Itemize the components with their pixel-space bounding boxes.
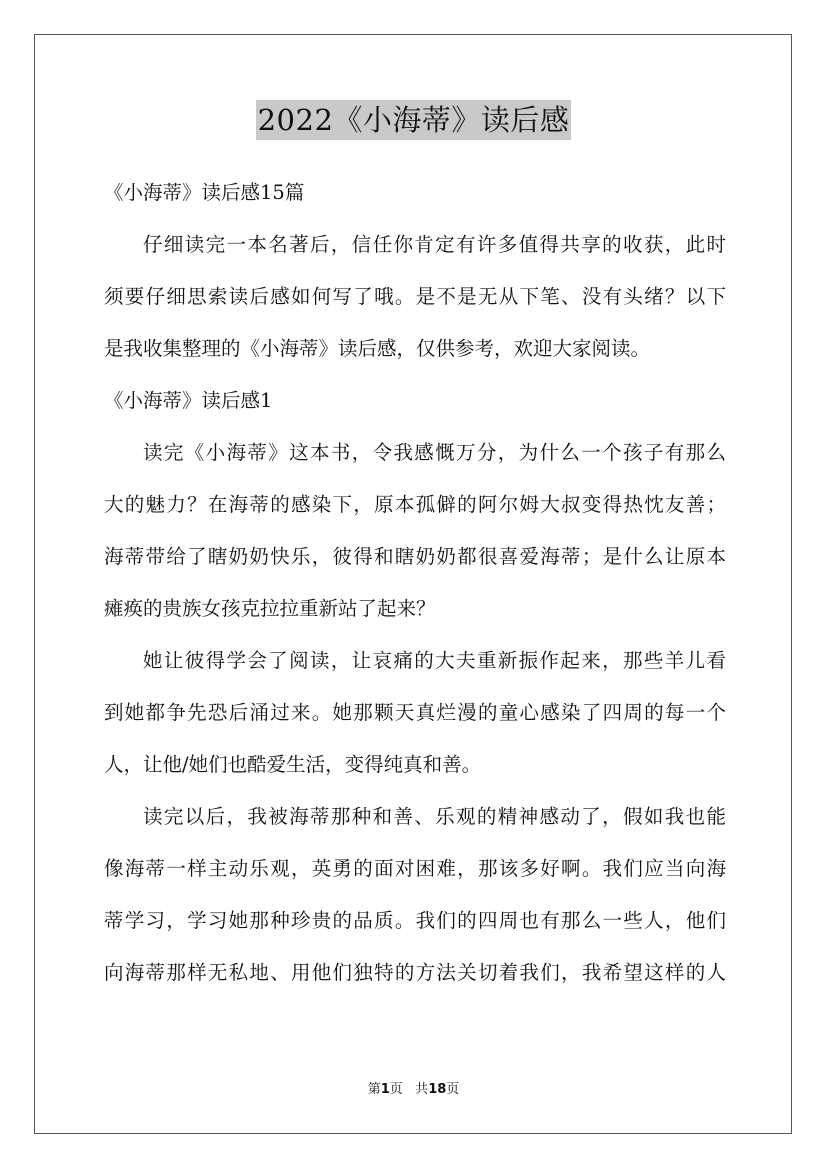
document-title: 2022《小海蒂》读后感 <box>256 100 572 140</box>
intro-paragraph <box>104 226 726 368</box>
document-body <box>104 174 726 992</box>
total-prefix: 共 <box>415 1082 429 1097</box>
text-line: 蒂学习，学习她那种珍贵的品质。我们的四周也有那么一些人，他们 <box>104 909 726 932</box>
current-page-number: 1 <box>380 1082 390 1097</box>
text-line: 她让彼得学会了阅读，让哀痛的大夫重新振作起来，那些羊儿看 <box>143 649 726 672</box>
text-line: 须要仔细思索读后感如何写了哦。是不是无从下笔、没有头绪？以下 <box>104 285 726 308</box>
text-line: 向海蒂那样无私地、用他们独特的方法关切着我们，我希望这样的人 <box>104 961 726 984</box>
text-line: 人，让他/她们也酷爱生活，变得纯真和善。 <box>104 753 482 776</box>
total-pages-number: 18 <box>428 1082 447 1097</box>
text-line: 读完以后，我被海蒂那种和善、乐观的精神感动了，假如我也能 <box>143 805 726 828</box>
page-suffix: 页 <box>389 1082 403 1097</box>
text-line: 海蒂带给了瞎奶奶快乐，彼得和瞎奶奶都很喜爱海蒂；是什么让原本 <box>104 545 726 568</box>
title-container <box>0 100 827 140</box>
total-suffix: 页 <box>446 1082 460 1097</box>
text-line: 像海蒂一样主动乐观，英勇的面对困难，那该多好啊。我们应当向海 <box>104 857 726 880</box>
paragraph-1 <box>104 434 726 628</box>
paragraph-3 <box>104 798 726 992</box>
paragraph-2 <box>104 642 726 784</box>
text-line: 瘫痪的贵族女孩克拉拉重新站了起来？ <box>104 597 436 620</box>
page-prefix: 第 <box>367 1082 381 1097</box>
text-line: 大的魅力？在海蒂的感染下，原本孤僻的阿尔姆大叔变得热忱友善； <box>104 493 726 516</box>
text-line: 读完《小海蒂》这本书，令我感慨万分，为什么一个孩子有那么 <box>143 441 726 464</box>
text-line: 是我收集整理的《小海蒂》读后感，仅供参考，欢迎大家阅读。 <box>104 337 651 360</box>
page-footer <box>0 1080 827 1100</box>
subtitle: 《小海蒂》读后感15篇 <box>104 181 305 204</box>
section-heading: 《小海蒂》读后感1 <box>104 389 273 412</box>
text-line: 到她都争先恐后涌过来。她那颗天真烂漫的童心感染了四周的每一个 <box>104 701 726 724</box>
text-line: 仔细读完一本名著后，信任你肯定有许多值得共享的收获，此时 <box>143 233 726 256</box>
